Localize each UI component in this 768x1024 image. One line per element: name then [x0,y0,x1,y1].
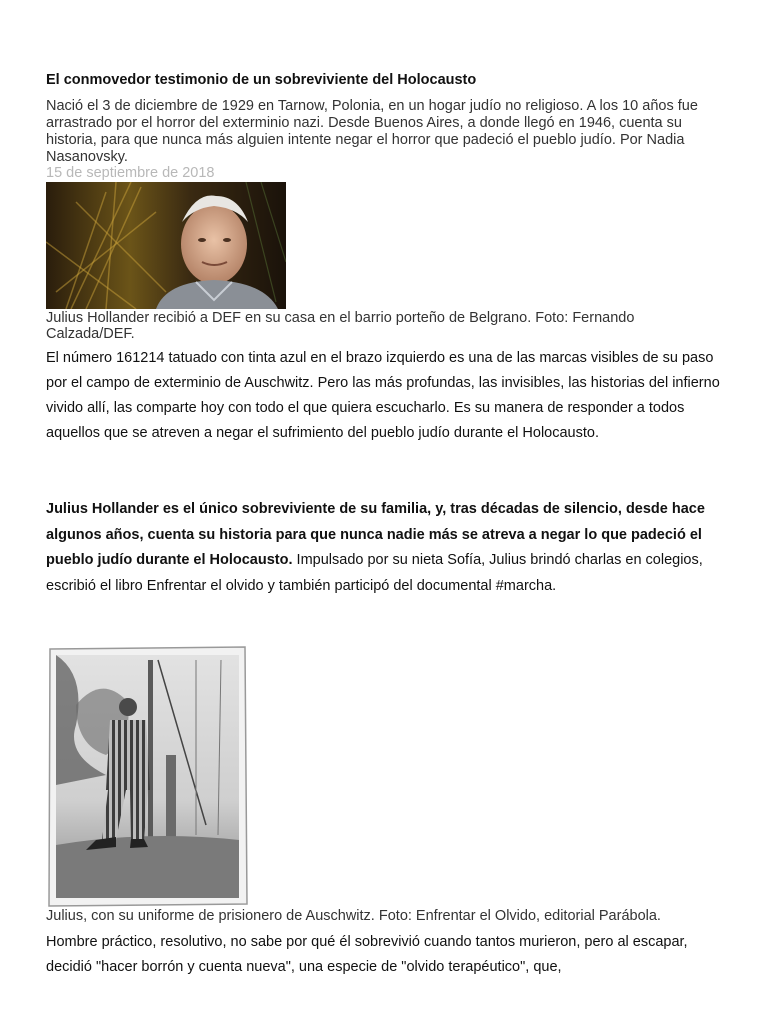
publish-date: 15 de septiembre de 2018 [46,165,215,181]
body-paragraph-2-bold: Julius Hollander es el único sobreviviente de su familia, y, tras décadas de silencio, desde hace algunos años, cuenta su historia para que nunca nadie más se atreva a negar lo que padeció el pueblo judío durante el Holocausto. [46,501,705,568]
body-paragraph-3: Hombre práctico, resolutivo, no sabe por qué él sobrevivió cuando tantos murieron, pero al escapar, decidió "hacer borrón y cuenta nueva", una especie de "olvido terapéutico", que, [46,934,688,975]
prisoner-caption: Julius, con su uniforme de prisionero de Auschwitz. Foto: Enfrentar el Olvido, editorial Parábola. [46,908,661,924]
prisoner-photo [46,645,249,908]
body-paragraph-2 [46,497,726,599]
body-paragraph-1: El número 161214 tatuado con tinta azul en el brazo izquierdo es una de las marcas visibles de su paso por el campo de exterminio de Auschwitz. Pero las más profundas, las invisibles, las historias del infierno vivido allí, las comparte hoy con todo el que quiera escucharlo. Es su manera de responder a todos aquellos que se atreven a negar el sufrimiento del pueblo judío durante el Holocausto. [46,350,720,441]
portrait-photo [46,182,286,309]
article-lead: Nació el 3 de diciembre de 1929 en Tarnow, Polonia, en un hogar judío no religioso. A los 10 años fue arrastrado por el horror del exterminio nazi. Desde Buenos Aires, a donde llegó en 1946, cuenta su historia, para que nunca más alguien intente negar el horror que padeció el pueblo judío. Por Nadia Nasanovsky. [46,98,698,165]
portrait-caption: Julius Hollander recibió a DEF en su casa en el barrio porteño de Belgrano. Foto: Fernando Calzada/DEF. [46,310,635,342]
prisoner-illustration [46,645,249,908]
body-paragraph-2-rest: Impulsado por su nieta Sofía, Julius brindó charlas en colegios, escribió el libro Enfrentar el olvido y también participó del documental #marcha. [46,552,703,594]
portrait-illustration [46,182,286,309]
article-title: El conmovedor testimonio de un sobreviviente del Holocausto [46,72,477,88]
